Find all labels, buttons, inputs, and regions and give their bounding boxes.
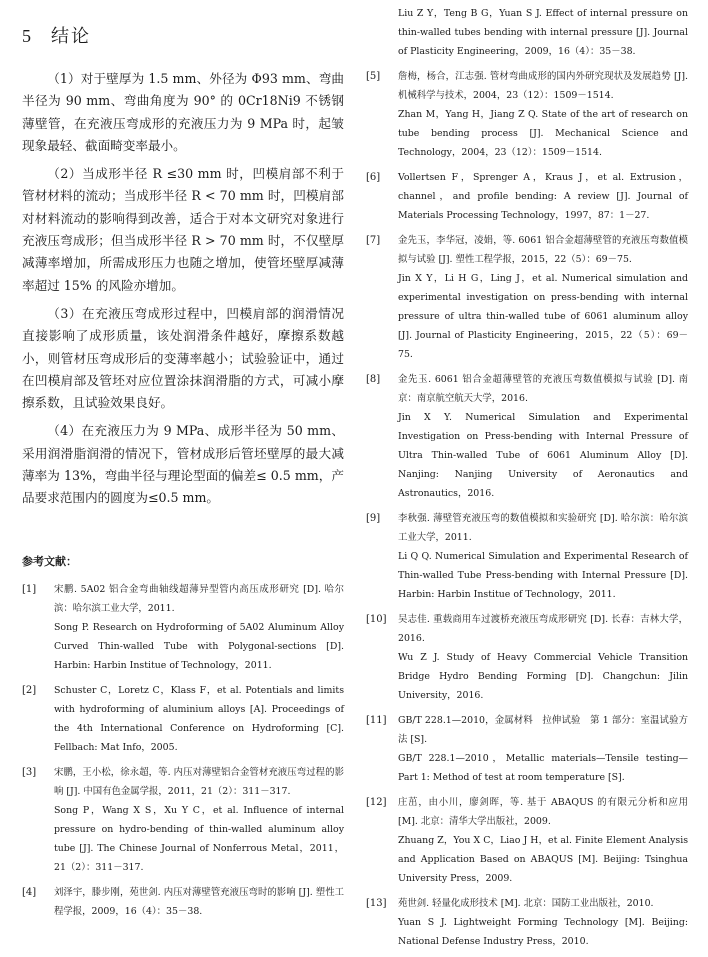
reference-item	[366, 509, 688, 604]
section-number: 5	[22, 26, 33, 46]
reference-item	[22, 681, 344, 757]
reference-line-translation: Jin X Y，Li H G，Ling J，et al. Numerical simulation and experimental investigation on press-bending with internal pressure of ultra thin-walled tube of 6061 aluminum alloy [J]. Journal of Plasticity Engineering，2015，22（5）：69－75.	[398, 273, 688, 360]
reference-number: [9]	[366, 513, 381, 524]
reference-number: [7]	[366, 235, 381, 246]
reference-item	[366, 793, 688, 888]
reference-line-primary: GB/T 228.1—2010，金属材料 拉伸试验 第 1 部分：室温试验方法 [S].	[398, 715, 688, 745]
reference-text	[398, 610, 688, 705]
reference-line-primary: 庄茁，由小川，廖剑晖，等. 基于 ABAQUS 的有限元分析和应用 [M]. 北京：清华大学出版社，2009.	[398, 797, 688, 827]
reference-text	[398, 231, 688, 364]
reference-line-primary: 詹梅，杨合，江志强. 管材弯曲成形的国内外研究现状及发展趋势 [J]. 机械科学与技术，2004，23（12）：1509－1514.	[398, 71, 688, 101]
reference-line-translation: Wu Z J. Study of Heavy Commercial Vehicle Transition Bridge Hydro Bending Forming [D]. Changchun: Jilin University，2016.	[398, 652, 688, 701]
reference-text	[398, 509, 688, 604]
reference-item	[366, 711, 688, 787]
reference-line-translation: Li Q Q. Numerical Simulation and Experimental Research of Thin-walled Tube Press-bending with Internal Pressure [D]. Harbin: Harbin Institue of Technology，2011.	[398, 551, 688, 600]
reference-number: [13]	[366, 898, 387, 909]
reference-number: [3]	[22, 767, 37, 778]
reference-line-primary: 金先玉. 6061 铝合金超薄壁管的充液压弯数值模拟与试验 [D]. 南京：南京航空航天大学，2016.	[398, 374, 688, 404]
reference-line-primary: 宋鹏. 5A02 铝合金弯曲轴线超薄异型管内高压成形研究 [D]. 哈尔滨：哈尔滨工业大学，2011.	[54, 584, 344, 614]
reference-item	[22, 883, 344, 921]
reference-line-primary: 吴志佳. 重载商用车过渡桥充液压弯成形研究 [D]. 长春：吉林大学，2016.	[398, 614, 688, 644]
reference-number: [10]	[366, 614, 387, 625]
conclusion-paragraph-4: （4）在充液压力为 9 MPa、成形半径为 50 mm、采用润滑脂润滑的情况下，管材成形后管坯壁厚的最大减薄率为 13%，弯曲半径与理论型面的偏差≤ 0.5 mm，产品要求范围内的圆度为≤0.5 mm。	[22, 423, 344, 506]
reference-text	[398, 168, 688, 225]
conclusion-body	[22, 68, 344, 516]
reference-line-primary: 刘泽宇，滕步刚，苑世剑. 内压对薄壁管充液压弯时的影响 [J]. 塑性工程学报，2009，16（4）：35－38.	[54, 887, 344, 917]
reference-item	[366, 67, 688, 162]
reference-text	[398, 370, 688, 503]
reference-number: [1]	[22, 584, 37, 595]
reference-number: [2]	[22, 685, 37, 696]
conclusion-paragraph-1: （1）对于壁厚为 1.5 mm、外径为 Φ93 mm、弯曲半径为 90 mm、弯曲角度为 90° 的 0Cr18Ni9 不锈钢薄壁管，在充液压弯成形的充液压力为 9 MPa 时，起皱现象最轻、截面畸变率最小。	[22, 71, 344, 153]
reference-line-translation: GB/T 228.1—2010，Metallic materials—Tensile testing—Part 1: Method of test at room temperature [S].	[398, 753, 688, 783]
reference-number: [6]	[366, 172, 381, 183]
reference-list-right	[366, 4, 688, 957]
reference-text	[54, 763, 344, 877]
reference-line-primary: 李秋强. 薄壁管充液压弯的数值模拟和实验研究 [D]. 哈尔滨：哈尔滨工业大学，2011.	[398, 513, 688, 543]
reference-item	[366, 610, 688, 705]
reference-line-translation: Zhuang Z，You X C，Liao J H，et al. Finite Element Analysis and Application Based on ABAQUS [M]. Beijing: Tsinghua University Press，2009.	[398, 835, 688, 884]
reference-line-translation: Jin X Y. Numerical Simulation and Experimental Investigation on Press-bending with Internal Pressure of Ultra Thin-walled Tube of 6061 Aluminum Alloy [D]. Nanjing: Nanjing University of Aeronautics and Astronautics，2016.	[398, 412, 688, 499]
conclusion-paragraph-2: （2）当成形半径 R ≤30 mm 时，凹模肩部不利于管材材料的流动；当成形半径 R < 70 mm 时，凹模肩部对材料流动的影响得到改善，适合于对本文研究对象进行充液压弯成形；但当成形半径 R > 70 mm 时，不仅壁厚减薄率增加，所需成形压力也随之增加，使管坯壁厚减薄率超过 15% 的风险亦增加。	[22, 166, 344, 293]
conclusion-paragraph-3: （3）在充液压弯成形过程中，凹模肩部的润滑情况直接影响了成形质量，该处润滑条件越好，摩擦系数越小，则管材压弯成形后的变薄率越小；试验验证中，通过在凹模肩部及管坯对应位置涂抹润滑脂的方式，可减小摩擦系数，且试验效果良好。	[22, 305, 344, 411]
reference-text	[398, 894, 688, 951]
reference-line-primary: Liu Z Y，Teng B G，Yuan S J. Effect of internal pressure on thin-walled tubes bending with internal pressure [J]. Journal of Plasticity Engineering，2009，16（4）：35－38.	[398, 8, 688, 57]
reference-item	[366, 370, 688, 503]
reference-text	[398, 793, 688, 888]
reference-item	[366, 4, 688, 61]
reference-number: [11]	[366, 715, 387, 726]
reference-text	[54, 681, 344, 757]
reference-number: [4]	[22, 887, 37, 898]
reference-item	[22, 580, 344, 675]
reference-text	[398, 67, 688, 162]
reference-item	[366, 168, 688, 225]
reference-line-primary: Vollertsen F，Sprenger A，Kraus J，et al. Extrusion，channel，and profile bending: A review [J]. Journal of Materials Processing Technology，1997，87：1－27.	[398, 172, 688, 221]
reference-list-left	[22, 580, 344, 927]
reference-item	[366, 894, 688, 951]
reference-text	[54, 580, 344, 675]
reference-line-translation: Zhan M，Yang H，Jiang Z Q. State of the art of research on tube bending process [J]. Mechanical Science and Technology，2004，23（12）：1509－1514.	[398, 109, 688, 158]
reference-text	[398, 711, 688, 787]
reference-line-translation: Song P. Research on Hydroforming of 5A02 Aluminum Alloy Curved Thin-walled Tube with Polygonal-sections [D]. Harbin: Harbin Institue of Technology，2011.	[54, 622, 344, 671]
reference-line-translation: Yuan S J. Lightweight Forming Technology [M]. Beijing: National Defense Industry Press，2010.	[398, 917, 688, 947]
reference-line-primary: 金先玉，李华冠，凌娟，等. 6061 铝合金超薄壁管的充液压弯数值模拟与试验 [J]. 塑性工程学报，2015，22（5）：69－75.	[398, 235, 688, 265]
reference-line-primary: Schuster C，Loretz C，Klass F，et al. Potentials and limits with hydroforming of aluminium alloys [A]. Proceedings of the 4th International Conference on Hydroforming [C]. Fellbach: Mat Info，2005.	[54, 685, 344, 753]
reference-line-primary: 宋鹏，王小松，徐永超，等. 内压对薄壁铝合金管材充液压弯过程的影响 [J]. 中国有色金属学报，2011，21（2）：311－317.	[54, 767, 344, 797]
reference-number: [12]	[366, 797, 387, 808]
reference-text	[398, 4, 688, 61]
references-heading: 参考文献：	[22, 555, 77, 568]
reference-line-translation: Song P，Wang X S，Xu Y C，et al. Influence of internal pressure on hydro-bending of thin-walled aluminum alloy tube [J]. The Chinese Journal of Nonferrous Metal，2011，21（2）：311－317.	[54, 805, 344, 873]
reference-number: [8]	[366, 374, 381, 385]
reference-number: [5]	[366, 71, 381, 82]
reference-line-primary: 苑世剑. 轻量化成形技术 [M]. 北京：国防工业出版社，2010.	[398, 898, 654, 909]
reference-text	[54, 883, 344, 921]
reference-item	[366, 231, 688, 364]
section-title: 结论	[51, 26, 91, 46]
section-heading	[22, 22, 91, 48]
reference-item	[22, 763, 344, 877]
